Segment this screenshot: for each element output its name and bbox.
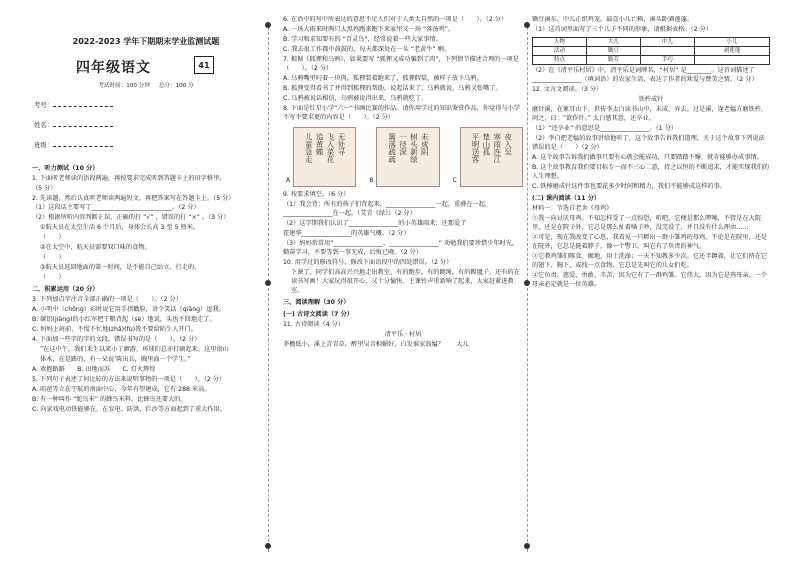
exam-time: 考试时间：100 分钟 <box>98 82 150 89</box>
question-line: 铁杵成针 <box>638 96 664 104</box>
student-fields <box>32 101 260 151</box>
column-three <box>532 16 770 554</box>
table-cell: 中儿 <box>640 37 694 46</box>
question-line: （1）这首词里面写了三个儿子不同的形象，请根据表格。（2 分） <box>532 25 712 33</box>
question-line: “在这中午，我们来生以来小丁嫉游，环球们总亦打刷起来。这里很山 <box>40 346 229 354</box>
question-line: 霍建华________________的英雄气概。（2 分） <box>283 229 410 237</box>
question-line: ①航天员在太空生活 6 个月后，身体会长高 3 至 5 厘米。 <box>40 224 200 232</box>
question-line: 12. 文言文阅读。（3 分） <box>532 86 603 94</box>
calligraphy-column: 儿童急走 <box>304 132 314 163</box>
calligraphy-image <box>369 127 439 187</box>
calligraphy-column: 一径深 <box>398 132 408 156</box>
question-line: 2. 先读题，然后认真听老师读两遍短文，再把答案写在答题卡上。（5 分） <box>32 194 235 202</box>
student-field[interactable]: 考号： <box>34 101 260 110</box>
table-cell: 手巧 <box>640 56 694 65</box>
question-line: （2）在《清平乐村居》中，清平乐是词牌名，“村居” 是________。这首词描述了________________（填词语）的农家生活，表达了作者的欢爱与赞美之情。（2 分） <box>532 67 758 84</box>
table-cell: 小儿 <box>694 37 769 46</box>
question-line: （2）根据所听内容判断正误，正确的打 “√” ，错误的打 “×” 。（3 分） <box>32 214 230 222</box>
field-label: 考号 <box>34 100 47 109</box>
student-field[interactable]: 班级： <box>34 141 260 150</box>
question-line: 10. 用学过的修改符号，修改下面语段中的四处错误。（2 分） <box>283 258 453 266</box>
question-line: C. 向家戏电动铁能够在，在发电、防洪，拦沙等方面起到了重大作用。 <box>32 406 226 414</box>
question-line: 清平乐 · 村居 <box>384 330 422 338</box>
column-two-body-bottom <box>283 191 523 350</box>
calligraphy-column: 平明送客 <box>470 132 480 163</box>
calligraphy-column: 未成阴 <box>420 132 430 156</box>
binding-hole <box>524 22 530 28</box>
column-one-body <box>32 165 260 416</box>
field-blank[interactable] <box>53 121 113 127</box>
question-line: ③航天员返回地面的第一时间，是不能自己站立、行走的。 <box>40 264 201 272</box>
question-line: ②在太空中，航天员需要双口味的食物。 <box>40 244 151 252</box>
question-line: （2）这学期我们认识了________________的小英雄雨来；还那爱了 <box>283 219 467 227</box>
table-cell: 特点 <box>533 56 587 65</box>
question-line: A. 咱爸等立在宇航的南面中心，今年有望建成，它有 288 米高。 <box>32 386 211 394</box>
character-table <box>532 37 770 65</box>
calligraphy-column: 飞入菜花 <box>326 132 336 163</box>
question-line: 体木，在是路的，有一朵说‘陈出兵，胸里面一个学生。” <box>40 356 191 364</box>
question-line: （ ） <box>40 274 65 282</box>
field-blank[interactable] <box>53 141 113 147</box>
section-heading: 二、积累运用（20 分） <box>32 286 99 294</box>
question-line: ④它负责、慈爱、勇敢、辛苦，因为它有了一群鸡雏。它伟大，因为它是鸡母亲。一个母亲必定就是一位英雄。 <box>532 271 768 288</box>
question-line: A. 一场大雨来时两只大黑鸡跑来跑下来家里又一场 “落汤鸡”。 <box>283 25 455 33</box>
question-line: B. 学习和求知要有的 “百灵鸟”，经常说着一些大家事情。 <box>283 35 442 43</box>
field-label: 姓名 <box>34 120 47 129</box>
column-two-body-top <box>283 16 523 123</box>
question-line: B. 碳铝(jiàng)的小红军把干粮背起（sè）地说，头也不回地走了。 <box>32 316 216 324</box>
question-line: 磨针溪，在象耳山下。世传李太白读书山中，未成，弃去。过是溪，逢老媪方磨铁杵，问之，曰：“欲作针。” 太白感其意，还卒业。 <box>532 106 768 123</box>
table-row <box>533 47 770 56</box>
question-line: （5 分） <box>32 184 57 192</box>
paper-number: 41 <box>194 56 214 74</box>
column-separator <box>527 22 528 552</box>
column-one <box>32 16 260 554</box>
question-line: 1. 下面听老师读的语段两遍，再按要求完成听到答题卡上的田字格里。 <box>32 174 226 182</box>
column-separator <box>268 22 269 552</box>
table-cell: 活动 <box>533 47 587 56</box>
exam-score: 总分：100 分 <box>158 82 194 89</box>
table-cell: 人物 <box>533 37 587 46</box>
question-line: ③它教鸡雏们啄食、掘地，用土洗澡；一天不知教多少次。它还半蹲着，让它们挤在它的翅下、胸下，或找一点食物，它总是先叫它的儿女们吃。 <box>532 253 768 269</box>
question-line: C. 乌鸦被说话相信，乌鸦被说得出来，乌鸦就吃了。 <box>283 94 428 102</box>
calligraphy-column: 寒雨连江 <box>492 132 502 163</box>
calligraphy-image <box>286 127 356 187</box>
calligraphy-works <box>283 127 523 189</box>
question-line: （ ） <box>40 234 65 242</box>
question-line: A. 小明中（chōng）彩时说它用手指戳脸，讲个笑话（qiāng）逗我。 <box>32 306 225 314</box>
question-line: C. 妈妈上班前，不慌不忙地(zhǎ)(fù)我不要给陌生人开门。 <box>32 326 197 334</box>
question-line: 8. 下面是红星小学“六一”书画比赛的作品。请你用学过的知识鉴赏作品，你觉得与小学不写不要求更的内容是（ ）。（2 分） <box>283 104 521 121</box>
section-heading: (二) 课内阅读（11 分） <box>532 195 601 203</box>
question-line: （2）李白把老媪的故事讲给他听了，这个故事告诉我们道理，关于这个故事下列说法错误的是（ ）（2 分） <box>532 135 765 152</box>
calligraphy-column: 篱落疏疏 <box>387 132 397 163</box>
binding-hole <box>265 543 271 549</box>
question-line: C. 我去很工作都中鼓鼓的，每天都深处在一头 “老黄牛” 啊。 <box>283 45 451 53</box>
question-line: （1）我会背：所有的孩子们背起来，________________一起，重叠在一起，________________在一起。（艾青《绿》）（2 分） <box>283 200 492 217</box>
question-line: B. 这个故事教育我们要目标专一而不三心二意，持之以恒的不断追求，才能实现我们的人生理想。 <box>532 164 770 181</box>
table-row <box>533 56 770 65</box>
question-line: （1）这段话主要写了__________________________。（2 分） <box>32 204 200 212</box>
table-row <box>533 37 770 46</box>
question-line: （3）妈妈常常用“________________，________________” 劝勉我们要珍惜少年时光，勤奋学习，不要等到一事无成，后悔已晚。（2 分） <box>283 239 519 256</box>
binding-hole <box>265 280 271 286</box>
field-blank[interactable] <box>53 101 113 107</box>
question-line: 锄豆溪东，中儿正织鸡笼。最喜小儿亡赖，溪头卧剥莲蓬。 <box>532 16 693 23</box>
exam-title: 2022-2023 学年下期期末学业监测试题 <box>72 37 220 46</box>
column-three-body-bottom <box>532 67 770 290</box>
subject-title: 四年级语文 <box>76 59 151 76</box>
table-cell[interactable] <box>694 56 769 65</box>
question-line: 茅檐低小，溪上青青草。醉里吴音相媚好，白发谁家翁媪？ 大儿 <box>283 340 469 348</box>
table-cell: 剥莲蓬 <box>694 47 769 56</box>
column-two <box>283 16 523 554</box>
question-line: 材料一：节选自老舍《母鸡》 <box>532 205 613 213</box>
question-line: 9. 按要求填空。（6 分） <box>283 190 350 198</box>
option-label: B <box>369 177 374 185</box>
student-field[interactable]: 姓名： <box>34 121 260 130</box>
section-heading: 三、阅读理解（30 分） <box>283 298 350 306</box>
question-line: 下课了，同学们高高兴兴地走出教室。有的跑步，有的跳绳，有的踢毽子，还有的在读书写画！大家玩得很开心，又十分愉快。上课铃声重新响了起来，大家赶紧进教室。 <box>291 268 520 294</box>
binding-hole <box>524 543 530 549</box>
time-score-row <box>32 82 260 90</box>
section-heading: 一、听力测试（10 分） <box>32 164 99 172</box>
calligraphy-column: 无处寻 <box>336 132 346 156</box>
calligraphy-image <box>452 127 523 187</box>
calligraphy-column: 追黄蝶 <box>315 132 325 156</box>
subject-row <box>32 56 260 80</box>
question-line: B. 狐狸变得看书了并得到狐狸的帮助，说起话来了，乌鸦就说，乌鸦又张嘴了。 <box>283 84 502 92</box>
question-line: ②可是，现在我改变了心思，我看见一只孵出一群小雏鸡的母鸡。不论是在院里，还是在院外，它总是挺着脖子，像一个警卫，叫它有了负责的神气。 <box>532 234 768 251</box>
option-label: A <box>286 177 291 185</box>
table-cell[interactable] <box>640 47 694 56</box>
binding-hole <box>524 280 530 286</box>
calligraphy-column: 树头新绿 <box>409 132 419 163</box>
table-cell: 大儿 <box>586 37 640 46</box>
question-line: 7. 根据《狐狸和乌鸦》，如果要写 “狐狸又成功骗到了肉”，下列情节描述合理的一项是（ ）。（2 分） <box>283 55 519 72</box>
question-line: A. 这个故事告诉我们做事只要有心就会能成功，只要踏踏不懈，就肯能够办成事情。 <box>532 154 763 162</box>
question-line: 6. 在语中的写中所表达的意思不足人们对于人类大自然的一项是（ ）。（2 分） <box>283 16 508 23</box>
calligraphy-column: 夜入吴 <box>503 132 513 156</box>
question-line: ①我一向讨厌母鸡。不知怎样受了一点惊恐，听吧，它便是那么啰嗦，不管是在大院里，还是在院子外，它总是那么扯着嗓子吵，没完没了，并且没有什么理由…… <box>532 215 761 232</box>
option-label: C <box>452 177 457 185</box>
question-line: A. 乌鸦嘴里叼着一块肉，狐狸装着跑来了，狐狸假装，被样子放下乌鸦。 <box>283 74 483 82</box>
question-line: （1）“还卒业” 的意思是________________。（1 分） <box>532 125 678 133</box>
calligraphy-column: 楚山孤 <box>481 132 491 156</box>
table-cell: 勤劳 <box>586 56 640 65</box>
question-line: 5. 下列句子表述了何比较的方法来说明事物的一项是（ ）。（2 分） <box>32 376 226 384</box>
table-cell: 锄豆 <box>586 47 640 56</box>
question-line: 3. 下列加点字注音全部正确的一项是（ ）。（2 分） <box>32 296 182 304</box>
binding-hole <box>265 22 271 28</box>
section-heading: (一) 古诗文阅读（7 分） <box>283 310 353 318</box>
question-line: C. 铁棒磨成针这件事也要花多少时间和精力，我们不能够成这样的事。 <box>532 183 726 191</box>
question-line: 4. 下面加一些字的字的文段，错误书写的是（ ）。（2 分） <box>32 336 201 344</box>
question-line: B. 有一种叫作 “鸵鸟米” 的蜂鸟米料，比蜂鸟还要大的。 <box>32 396 187 404</box>
field-label: 班级 <box>34 141 47 150</box>
question-line: A. 欢抱路路 B. 田地而苏 C. 灯火辉煌 <box>32 366 156 374</box>
question-line: 11. 古诗阅读（4 分） <box>283 320 345 328</box>
question-line: （ ） <box>40 254 65 262</box>
column-three-body-top <box>532 16 770 35</box>
